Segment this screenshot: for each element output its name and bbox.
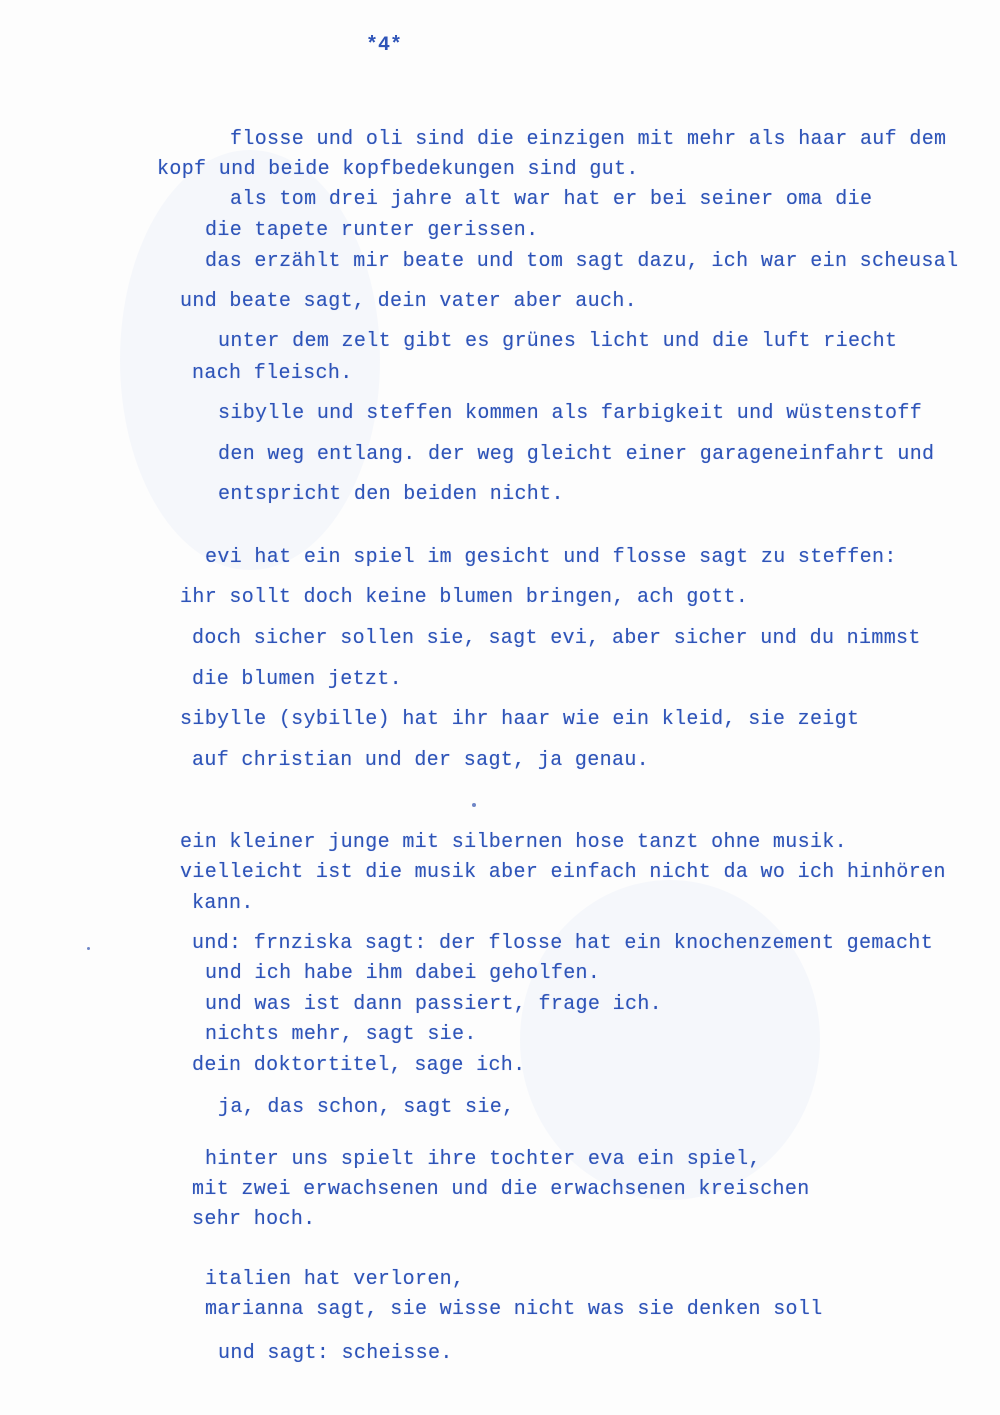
- text-line: und was ist dann passiert, frage ich.: [205, 993, 663, 1016]
- text-line: entspricht den beiden nicht.: [218, 483, 564, 506]
- text-line: marianna sagt, sie wisse nicht was sie denken soll: [205, 1298, 823, 1321]
- text-line: unter dem zelt gibt es grünes licht und die luft riecht: [218, 330, 898, 353]
- text-line: evi hat ein spiel im gesicht und flosse sagt zu steffen:: [205, 546, 897, 569]
- text-line: die blumen jetzt.: [192, 668, 402, 691]
- text-line: als tom drei jahre alt war hat er bei seiner oma die: [230, 188, 873, 211]
- text-line: kopf und beide kopfbedekungen sind gut.: [157, 158, 639, 181]
- text-line: dein doktortitel, sage ich.: [192, 1054, 526, 1077]
- text-line: und ich habe ihm dabei geholfen.: [205, 962, 601, 985]
- text-line: sibylle (sybille) hat ihr haar wie ein kleid, sie zeigt: [180, 708, 860, 731]
- text-line: sibylle und steffen kommen als farbigkeit und wüstenstoff: [218, 402, 923, 425]
- text-line: doch sicher sollen sie, sagt evi, aber sicher und du nimmst: [192, 627, 921, 650]
- text-line: das erzählt mir beate und tom sagt dazu, ich war ein scheusal: [205, 250, 959, 273]
- ink-dot: [472, 803, 476, 807]
- text-line: hinter uns spielt ihre tochter eva ein spiel,: [205, 1148, 761, 1171]
- text-line: ja, das schon, sagt sie,: [218, 1096, 515, 1119]
- text-line: den weg entlang. der weg gleicht einer garageneinfahrt und: [218, 443, 935, 466]
- text-line: vielleicht ist die musik aber einfach nicht da wo ich hinhören: [180, 861, 946, 884]
- text-line: ein kleiner junge mit silbernen hose tanzt ohne musik.: [180, 831, 848, 854]
- ink-dot: [87, 947, 90, 950]
- text-line: die tapete runter gerissen.: [205, 219, 539, 242]
- text-line: ihr sollt doch keine blumen bringen, ach gott.: [180, 586, 749, 609]
- text-line: und: frnziska sagt: der flosse hat ein knochenzement gemacht: [192, 932, 934, 955]
- text-line: mit zwei erwachsenen und die erwachsenen kreischen: [192, 1178, 810, 1201]
- text-line: nichts mehr, sagt sie.: [205, 1023, 477, 1046]
- text-line: und sagt: scheisse.: [218, 1342, 453, 1365]
- text-line: flosse und oli sind die einzigen mit mehr als haar auf dem: [230, 128, 947, 151]
- text-line: kann.: [192, 892, 254, 915]
- page-number: *4*: [366, 34, 403, 57]
- text-line: und beate sagt, dein vater aber auch.: [180, 290, 638, 313]
- text-line: nach fleisch.: [192, 362, 353, 385]
- text-line: sehr hoch.: [192, 1208, 316, 1231]
- text-line: italien hat verloren,: [205, 1268, 465, 1291]
- text-line: auf christian und der sagt, ja genau.: [192, 749, 650, 772]
